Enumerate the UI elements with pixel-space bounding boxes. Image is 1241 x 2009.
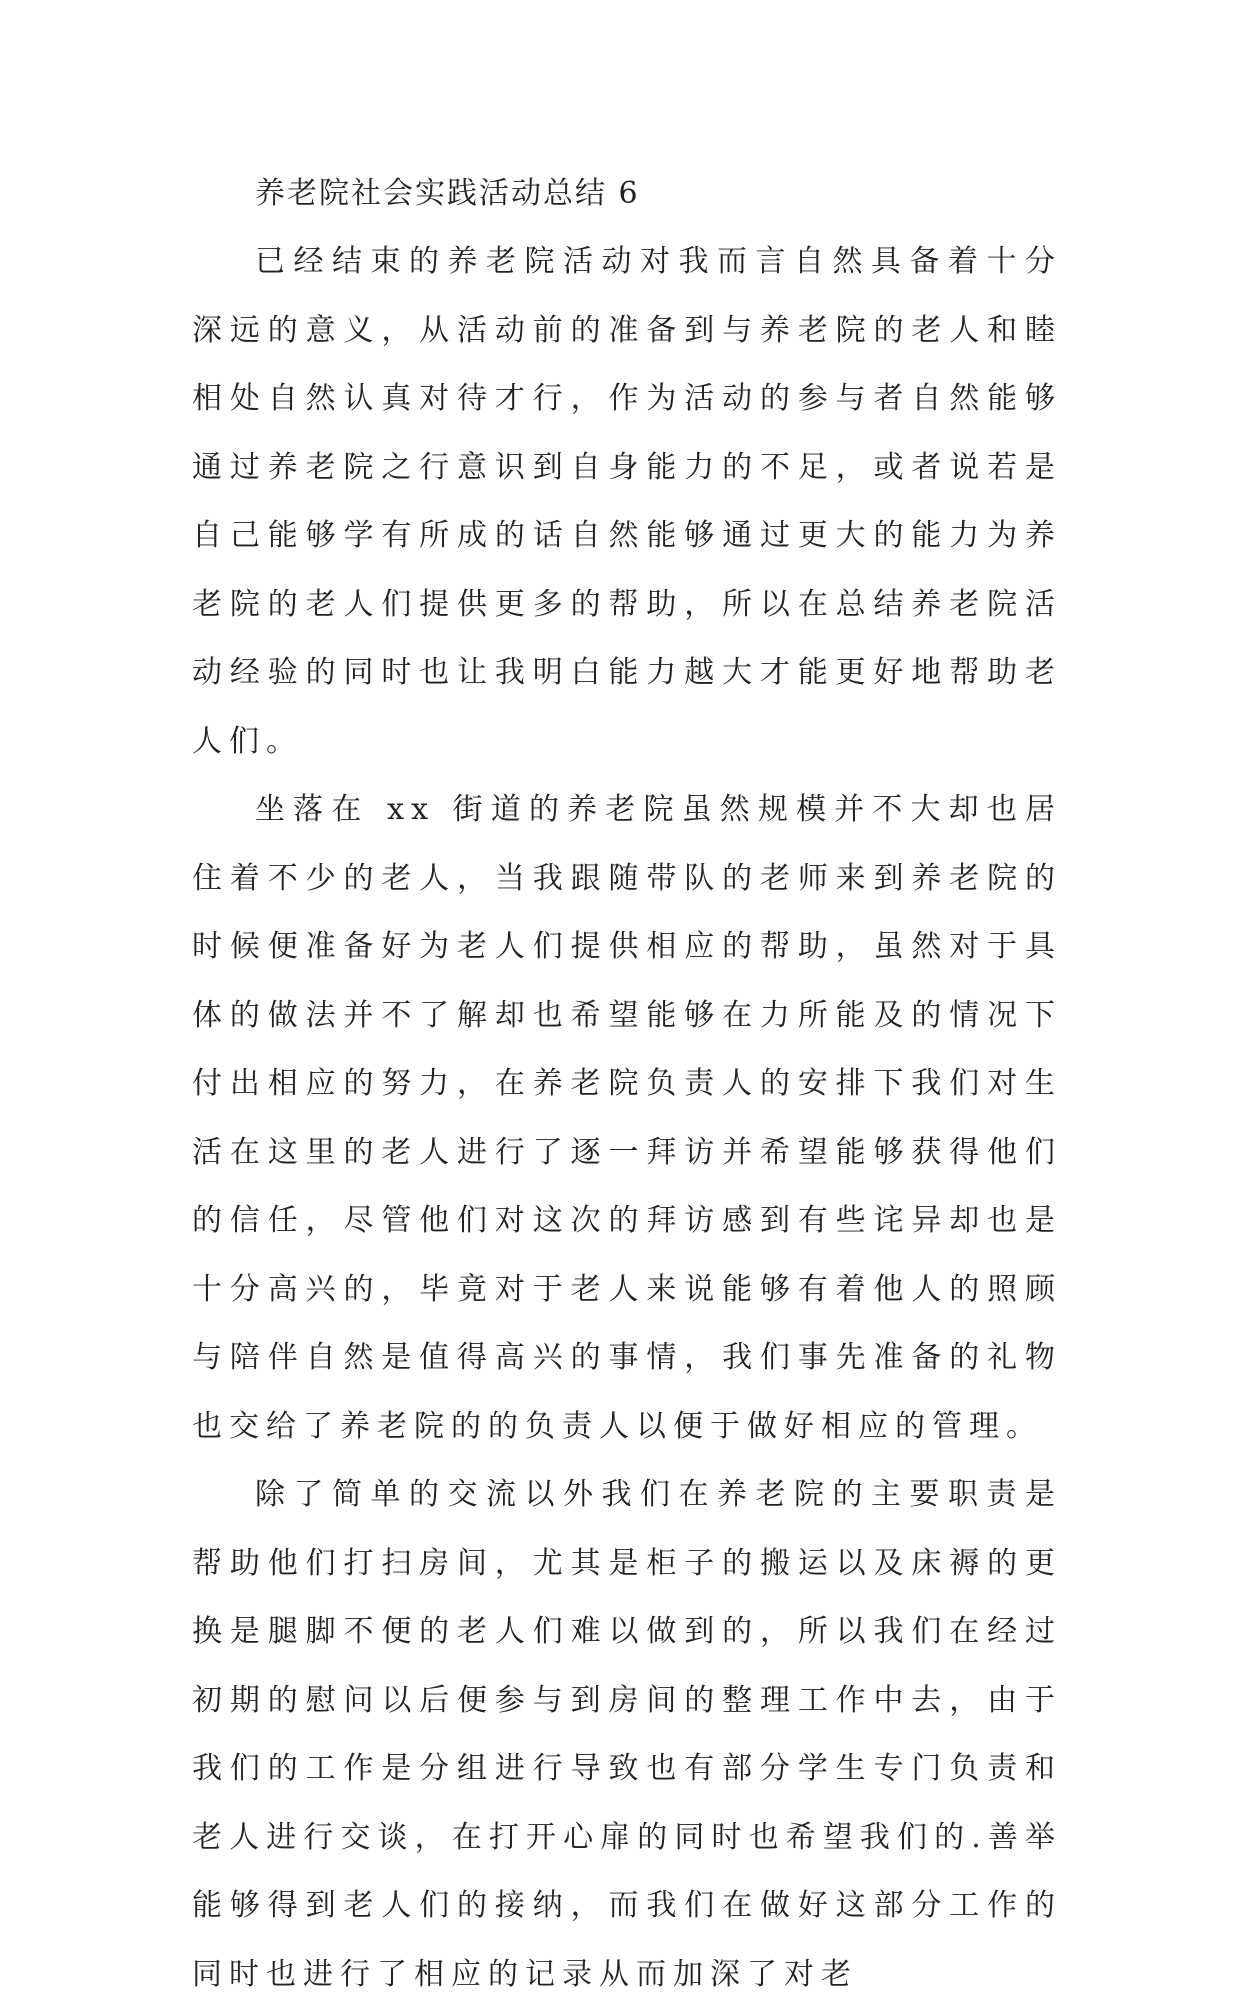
document-body <box>192 160 1062 2009</box>
document-title: 养老院社会实践活动总结 6 <box>255 176 640 211</box>
paragraph-2: 坐落在 xx 街道的养老院虽然规模并不大却也居住着不少的老人，当我跟随带队的老师来到养老院的时候便准备好为老人们提供相应的帮助，虽然对于具体的做法并不了解却也希望能够在力所能及的情况下付出相应的努力，在养老院负责人的安排下我们对生活在这里的老人进行了逐一拜访并希望能够获得他们的信任，尽管他们对这次的拜访感到有些诧异却也是十分高兴的，毕竟对于老人来说能够有着他人的照顾与陪伴自然是值得高兴的事情，我们事先准备的礼物也交给了养老院的的负责人以便于做好相应的管理。 <box>192 792 1062 1444</box>
paragraph-3: 除了简单的交流以外我们在养老院的主要职责是帮助他们打扫房间，尤其是柜子的搬运以及床褥的更换是腿脚不便的老人们难以做到的，所以我们在经过初期的慰问以后便参与到房间的整理工作中去，由于我们的工作是分组进行导致也有部分学生专门负责和老人进行交谈，在打开心扉的同时也希望我们的.善举能够得到老人们的接纳，而我们在做好这部分工作的同时也进行了相应的记录从而加深了对老 <box>192 1477 1062 1992</box>
paragraph-1: 已经结束的养老院活动对我而言自然具备着十分深远的意义，从活动前的准备到与养老院的老人和睦相处自然认真对待才行，作为活动的参与者自然能够通过养老院之行意识到自身能力的不足，或者说若是自己能够学有所成的话自然能够通过更大的能力为养老院的老人们提供更多的帮助，所以在总结养老院活动经验的同时也让我明白能力越大才能更好地帮助老人们。 <box>192 244 1062 759</box>
